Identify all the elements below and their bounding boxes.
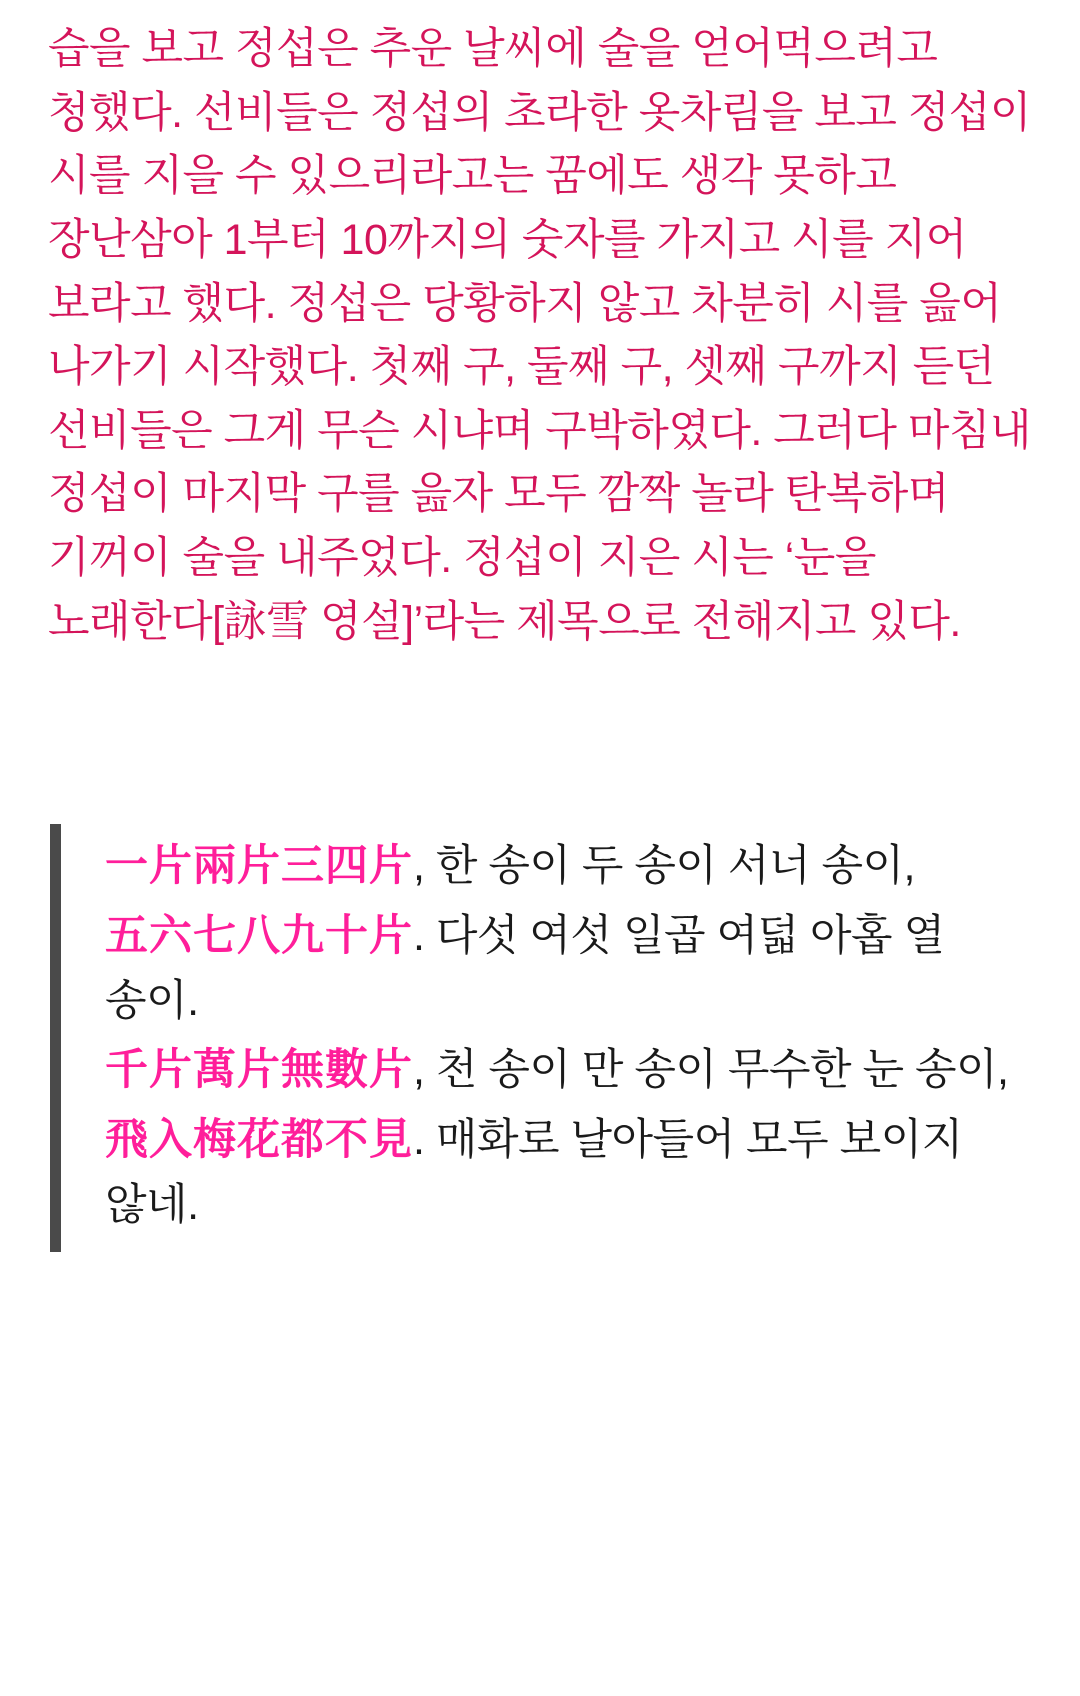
poem-quote-block: [50, 824, 1038, 1252]
poem-line-korean: 매화로 날아들어 모두 보이지 않네.: [105, 1115, 963, 1230]
poem-line-hanja: 千片萬片無數片: [105, 1046, 413, 1095]
poem-line-hanja: 五六七八九十片: [105, 911, 413, 960]
poem-line: [105, 834, 1038, 899]
poem-line: [105, 1038, 1038, 1103]
poem-line-hanja: 飛入梅花都不見: [105, 1115, 413, 1164]
poem-line-korean: 천 송이 만 송이 무수한 눈 송이,: [424, 1046, 1009, 1095]
poem-line-punct: ,: [413, 842, 425, 891]
poem-line: [105, 1108, 1038, 1239]
poem-line: [105, 904, 1038, 1035]
poem-line-punct: ,: [413, 1046, 425, 1095]
poem-line-punct: .: [413, 1115, 425, 1164]
poem-line-punct: .: [413, 911, 425, 960]
poem-line-korean: 다섯 여섯 일곱 여덟 아홉 열 송이.: [105, 911, 945, 1025]
section-spacer: [48, 654, 1038, 824]
poem-line-hanja: 一片兩片三四片: [105, 842, 413, 891]
body-paragraph: 습을 보고 정섭은 추운 날씨에 술을 얻어먹으려고 청했다. 선비들은 정섭의 초라한 옷차림을 보고 정섭이 시를 지을 수 있으리라고는 꿈에도 생각 못하고 장난삼아 1부터 10까지의 숫자를 가지고 시를 지어 보라고 했다. 정섭은 당황하지 않고 차분히 시를 읊어 나가기 시작했다. 첫째 구, 둘째 구, 셋째 구까지 듣던 선비들은 그게 무슨 시냐며 구박하였다. 그러다 마침내 정섭이 마지막 구를 읊자 모두 깜짝 놀라 탄복하며 기꺼이 술을 내주었다. 정섭이 지은 시는 ‘눈을 노래한다[詠雪 영설]’라는 제목으로 전해지고 있다.: [48, 25, 1031, 646]
poem-line-korean: 한 송이 두 송이 서너 송이,: [424, 842, 915, 891]
